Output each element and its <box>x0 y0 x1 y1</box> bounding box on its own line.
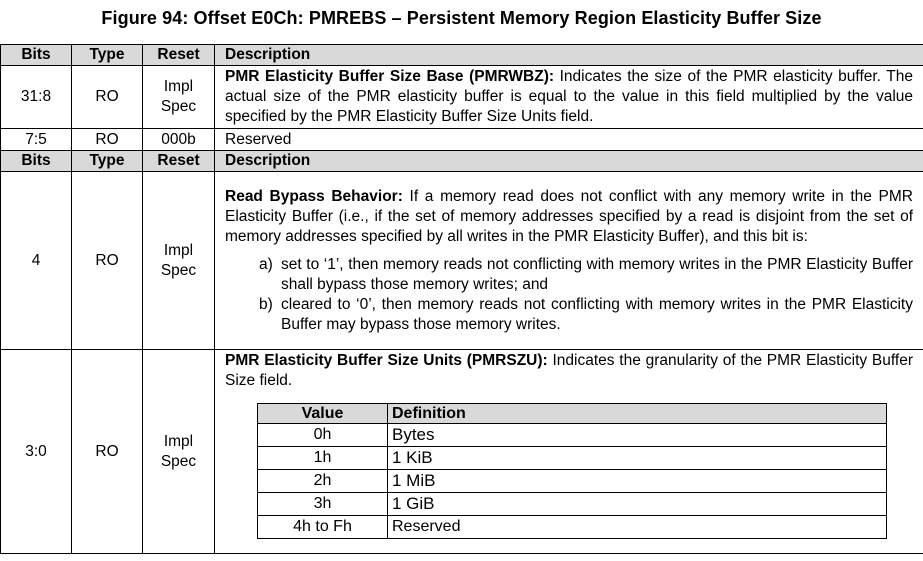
reset-line: Spec <box>160 261 197 279</box>
list-item-text: cleared to ‘0’, then memory reads not conflicting with memory writes in the PMR Elasticity Buffer may bypass those memory writes. <box>281 295 913 333</box>
reset-line: Impl <box>163 241 194 259</box>
description-cell <box>215 66 923 129</box>
units-value: 0h <box>258 424 388 447</box>
units-definition: Bytes <box>388 424 887 447</box>
header-description: Description <box>215 45 923 66</box>
header-reset: Reset <box>143 151 215 172</box>
header-description: Description <box>215 151 923 172</box>
reset-line: Spec <box>160 452 197 470</box>
field-name: Read Bypass Behavior: <box>225 187 403 205</box>
reset-cell <box>143 350 215 554</box>
description-cell: Reserved <box>215 129 923 151</box>
units-definition: 1 MiB <box>388 470 887 493</box>
header-type: Type <box>72 151 143 172</box>
units-row <box>258 470 887 493</box>
type-cell: RO <box>72 66 143 129</box>
units-table <box>257 403 887 539</box>
units-header-value: Value <box>258 404 388 424</box>
type-cell: RO <box>72 172 143 350</box>
bits-cell: 3:0 <box>1 350 72 554</box>
units-definition: Reserved <box>388 516 887 539</box>
type-cell: RO <box>72 350 143 554</box>
field-description: Indicates the size of the PMR elasticity buffer. The actual size of the PMR elasticity buffer is equal to the value in this field multiplied by the value specified by the PMR Elasticity Buffer Size Units field. <box>225 68 913 125</box>
bits-cell: 7:5 <box>1 129 72 151</box>
table-row <box>1 129 923 151</box>
list-item <box>259 295 913 335</box>
header-reset: Reset <box>143 45 215 66</box>
field-description: Indicates the granularity of the PMR Elasticity Buffer Size field. <box>225 352 913 389</box>
list-item-label: b) <box>259 295 273 313</box>
bits-cell: 4 <box>1 172 72 350</box>
table-row <box>1 66 923 129</box>
reset-line: Impl <box>163 78 194 95</box>
units-header-row <box>258 404 887 424</box>
units-row <box>258 493 887 516</box>
header-bits: Bits <box>1 151 72 172</box>
field-name: PMR Elasticity Buffer Size Base (PMRWBZ): <box>225 68 555 85</box>
units-value: 1h <box>258 447 388 470</box>
units-definition: 1 KiB <box>388 447 887 470</box>
units-value: 2h <box>258 470 388 493</box>
units-row <box>258 424 887 447</box>
header-bits: Bits <box>1 45 72 66</box>
units-header-definition: Definition <box>388 404 887 424</box>
register-table <box>0 44 923 554</box>
header-type: Type <box>72 45 143 66</box>
behavior-list <box>259 255 913 335</box>
table-header-row <box>1 45 923 66</box>
figure-title: Figure 94: Offset E0Ch: PMREBS – Persistent Memory Region Elasticity Buffer Size <box>101 8 822 28</box>
units-row <box>258 516 887 539</box>
reset-line: Spec <box>160 98 197 115</box>
reset-cell: 000b <box>143 129 215 151</box>
list-item-label: a) <box>259 255 273 273</box>
description-cell <box>215 350 923 554</box>
bits-cell: 31:8 <box>1 66 72 129</box>
reset-cell <box>143 66 215 129</box>
table-header-row <box>1 151 923 172</box>
units-value: 4h to Fh <box>258 516 388 539</box>
units-value: 3h <box>258 493 388 516</box>
table-row <box>1 350 923 554</box>
list-item-text: set to ‘1’, then memory reads not conflicting with memory writes in the PMR Elasticity Buffer shall bypass those memory writes; and <box>281 255 913 293</box>
type-cell: RO <box>72 129 143 151</box>
table-row <box>1 172 923 350</box>
field-description: If a memory read does not conflict with any memory write in the PMR Elasticity Buffer (i.e., if the set of memory addresses specified by a read is disjoint from the set of memory addresses specified by all writes in the PMR Elasticity Buffer), and this bit is: <box>225 187 913 245</box>
units-row <box>258 447 887 470</box>
list-item <box>259 255 913 295</box>
reset-cell <box>143 172 215 350</box>
field-name: PMR Elasticity Buffer Size Units (PMRSZU): <box>225 352 548 369</box>
reset-line: Impl <box>163 432 194 450</box>
description-cell <box>215 172 923 350</box>
units-definition: 1 GiB <box>388 493 887 516</box>
